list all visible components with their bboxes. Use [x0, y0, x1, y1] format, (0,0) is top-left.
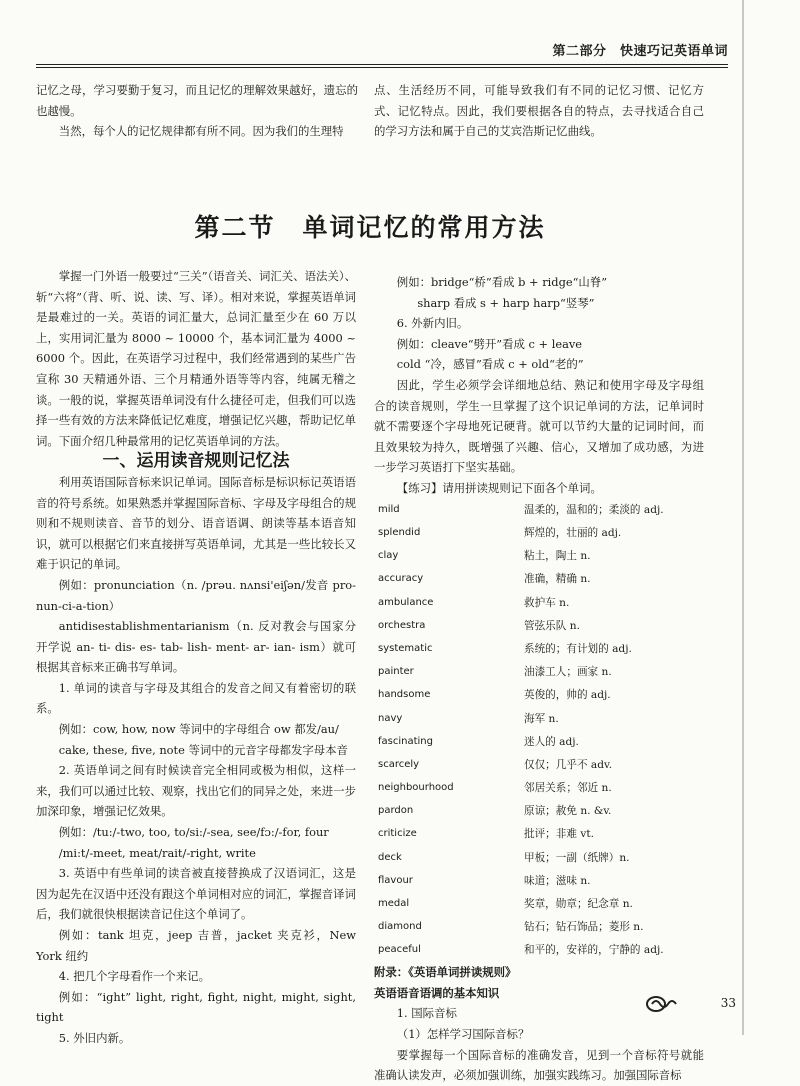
- rule-item: 1. 单词的读音与字母及其组合的发音之间又有着密切的联系。: [36, 680, 356, 716]
- word-meaning: 仅仅；几乎不 adv.: [524, 758, 613, 771]
- word-row: [378, 591, 688, 614]
- paragraph: 要掌握每一个国际音标的准确发音，见到一个音标符号就能准确认读发声，必须加强训练，加强实践练习。加强国际音标: [374, 1047, 704, 1083]
- word-meaning: 奖章，勋章；纪念章 n.: [524, 898, 633, 911]
- question: （1）怎样学习国际音标？: [396, 1027, 530, 1042]
- rule-item: 4. 把几个字母看作一个来记。: [58, 969, 210, 984]
- word-english: flavour: [378, 874, 413, 886]
- word-english: deck: [378, 851, 402, 863]
- running-header: [36, 40, 728, 66]
- paragraph: 利用英语国际音标来识记单词。国际音标是标识标记英语语音的符号系统。如果熟悉并掌握国际音标、字母及字母组合的规则和不规则读音、音节的划分、语音语调、朗读等基本语音知识，就可以根据它们来直接拼写英语单词，尤其是一些比较长又难于识记的单词。: [36, 474, 356, 572]
- heading-pronunciation-method: 一、运用读音规则记忆法: [102, 451, 290, 472]
- paragraph: 记忆之母，学习要勤于复习，而且记忆的理解效果越好，遗忘的也越慢。: [36, 83, 358, 118]
- word-english: accuracy: [378, 573, 424, 585]
- basics-heading: 英语语音语调的基本知识: [374, 985, 500, 1000]
- word-meaning: 甲板；一副（纸牌）n.: [524, 851, 630, 864]
- section-title: 第二节 单词记忆的常用方法: [194, 213, 546, 242]
- word-row: [378, 638, 688, 661]
- word-english: splendid: [378, 527, 421, 539]
- example: 例如：bridge“桥”看成 b + ridge“山脊”: [396, 275, 608, 289]
- word-meaning: 海军 n.: [524, 712, 559, 725]
- example: antidisestablishmentarianism（n. 反对教会与国家分开学说 an- ti- dis- es- tab- lish- ment- ar- ian- ism）就可根据其音标来正确书写单词。: [36, 619, 356, 675]
- appendix-heading: 附录：《英语单词拼读规则》: [374, 965, 517, 980]
- right-column: [374, 272, 704, 1086]
- word-english: neighbourhood: [378, 782, 454, 794]
- word-row: [378, 730, 688, 753]
- word-meaning: 迷人的 adj.: [524, 735, 579, 748]
- word-row: [378, 661, 688, 684]
- paragraph: 当然，每个人的记忆规律都有所不同。因为我们的生理特: [58, 124, 344, 139]
- word-english: criticize: [378, 828, 417, 840]
- word-row: [378, 846, 688, 869]
- word-english: fascinating: [378, 735, 433, 747]
- example: cake, these, five, note 等词中的元音字母都发字母本音: [58, 742, 348, 757]
- left-column: [36, 266, 356, 1049]
- word-english: handsome: [378, 689, 431, 701]
- word-row: [378, 870, 688, 893]
- rule-item: 3. 英语中有些单词的读音被直接替换成了汉语词汇，这是因为起先在汉语中还没有跟这个单词相对应的词汇，掌握音译词后，我们就很快根据读音记住这个单词了。: [36, 866, 356, 922]
- scan-edge-line: [742, 0, 744, 1035]
- word-meaning: 英俊的，帅的 adj.: [524, 689, 611, 702]
- page-number: 33: [720, 996, 736, 1010]
- word-list: [378, 499, 688, 963]
- example: 例如：pronunciation（n. /prəu. nʌnsi'eiʃən/发音 pro-nun-ci-a-tion）: [36, 577, 356, 613]
- word-row: [378, 522, 688, 545]
- top-right-column: [374, 80, 704, 142]
- word-english: pardon: [378, 805, 414, 817]
- top-left-column: [36, 80, 358, 142]
- practice-heading: 【练习】请用拼读规则记下面各个单词。: [396, 480, 602, 495]
- paragraph: 因此，学生必须学会详细地总结、熟记和使用字母及字母组合的读音规则，学生一旦掌握了这个识记单词的方法，记单词时就不需要逐个字母地死记硬背。就可以节约大量的记词时间，而且效果较为持久，既增强了兴趣、信心，又增加了成功感，为进一步学习英语打下坚实基础。: [374, 377, 704, 475]
- word-meaning: 管弦乐队 n.: [524, 619, 580, 632]
- word-meaning: 粘土，陶土 n.: [524, 550, 591, 563]
- word-meaning: 味道；滋味 n.: [524, 874, 591, 887]
- example: /mi:t/-meet, meat/rait/-right, write: [58, 845, 256, 860]
- word-english: clay: [378, 550, 399, 562]
- word-english: scarcely: [378, 758, 420, 770]
- word-meaning: 和平的，安祥的，宁静的 adj.: [524, 944, 664, 957]
- word-row: [378, 568, 688, 591]
- word-meaning: 油漆工人；画家 n.: [524, 666, 612, 679]
- word-meaning: 原谅；赦免 n. &v.: [524, 805, 612, 818]
- word-english: orchestra: [378, 619, 426, 631]
- word-row: [378, 939, 688, 962]
- word-row: [378, 707, 688, 730]
- example: cold “冷，感冒”看成 c + old“老的”: [396, 357, 584, 372]
- word-meaning: 温柔的，温和的；柔淡的 adj.: [524, 503, 664, 516]
- example: 例如：/tu:/-two, too, to/si:/-sea, see/fɔ:/-for, four: [58, 825, 329, 840]
- word-english: painter: [378, 666, 414, 678]
- header-rule: [36, 64, 728, 65]
- word-meaning: 钻石；钻石饰品；菱形 n.: [524, 921, 644, 934]
- word-english: mild: [378, 503, 400, 515]
- paragraph: 点、生活经历不同，可能导致我们有不同的记忆习惯、记忆方式、记忆特点。因此，我们要根据各自的特点，去寻找适合自己的学习方法和属于自己的艾宾浩斯记忆曲线。: [374, 83, 704, 139]
- example: sharp 看成 s + harp harp“竖琴”: [417, 295, 595, 310]
- word-english: navy: [378, 712, 403, 724]
- word-meaning: 救护车 n.: [524, 596, 570, 609]
- word-row: [378, 800, 688, 823]
- word-english: medal: [378, 898, 410, 910]
- rule-item: 5. 外旧内新。: [58, 1030, 131, 1045]
- word-row: [378, 916, 688, 939]
- word-meaning: 批评；非难 vt.: [524, 828, 594, 841]
- word-row: [378, 614, 688, 637]
- word-row: [378, 893, 688, 916]
- word-row: [378, 545, 688, 568]
- rule-item: 2. 英语单词之间有时候读音完全相同或极为相似，这样一来，我们可以通过比较、观察，找出它们的同异之处，来进一步加深印象，增强记忆效果。: [36, 763, 356, 819]
- word-meaning: 准确，精确 n.: [524, 573, 591, 586]
- word-english: peaceful: [378, 944, 421, 956]
- example: 例如：tank 坦克，jeep 吉普，jacket 夹克衫，New York 纽约: [36, 928, 356, 963]
- word-row: [378, 754, 688, 777]
- intro-paragraph: 掌握一门外语一般要过“三关”（语音关、词汇关、语法关）、斩“六将”（背、听、说、读、写、译）。相对来说，掌握英语单词是最难过的一关。英语的词汇量大，总词汇量至少在 60 万以上，实用词汇量为 8000 ~ 10000 个，基本词汇量为 4000 ~ 6000 个。因此，在英语学习过程中，我们经常遇到的某些广告宣称 30 天精通外语、三个月精通外语等等内容，纯属无稽之谈。一般的说，掌握英语单词没有什么捷径可走，但我们可以选择一些有效的方法来降低记忆难度，增强记忆兴趣，帮助记忆单词。下面介绍几种最常用的记忆英语单词的方法。: [36, 269, 356, 448]
- word-row: [378, 684, 688, 707]
- example: 例如：cleave“劈开”看成 c + leave: [396, 336, 583, 351]
- header-rule-2: [36, 67, 728, 68]
- word-row: [378, 823, 688, 846]
- word-meaning: 系统的；有计划的 adj.: [524, 642, 632, 655]
- header-title: 第二部分 快速巧记英语单词: [552, 44, 728, 59]
- word-meaning: 邻居关系；邻近 n.: [524, 782, 612, 795]
- word-row: [378, 777, 688, 800]
- list-item: 1. 国际音标: [396, 1006, 457, 1021]
- word-row: [378, 499, 688, 522]
- word-meaning: 辉煌的，壮丽的 adj.: [524, 527, 622, 540]
- page-ornament-icon: [646, 994, 682, 1012]
- word-english: diamond: [378, 921, 422, 933]
- example: 例如：“ight” light, right, fight, night, might, sight, tight: [36, 989, 356, 1025]
- rule-item: 6. 外新内旧。: [396, 316, 469, 331]
- example: 例如：cow, how, now 等词中的字母组合 ow 都发/au/: [58, 722, 339, 737]
- word-english: ambulance: [378, 596, 434, 608]
- word-english: systematic: [378, 642, 433, 654]
